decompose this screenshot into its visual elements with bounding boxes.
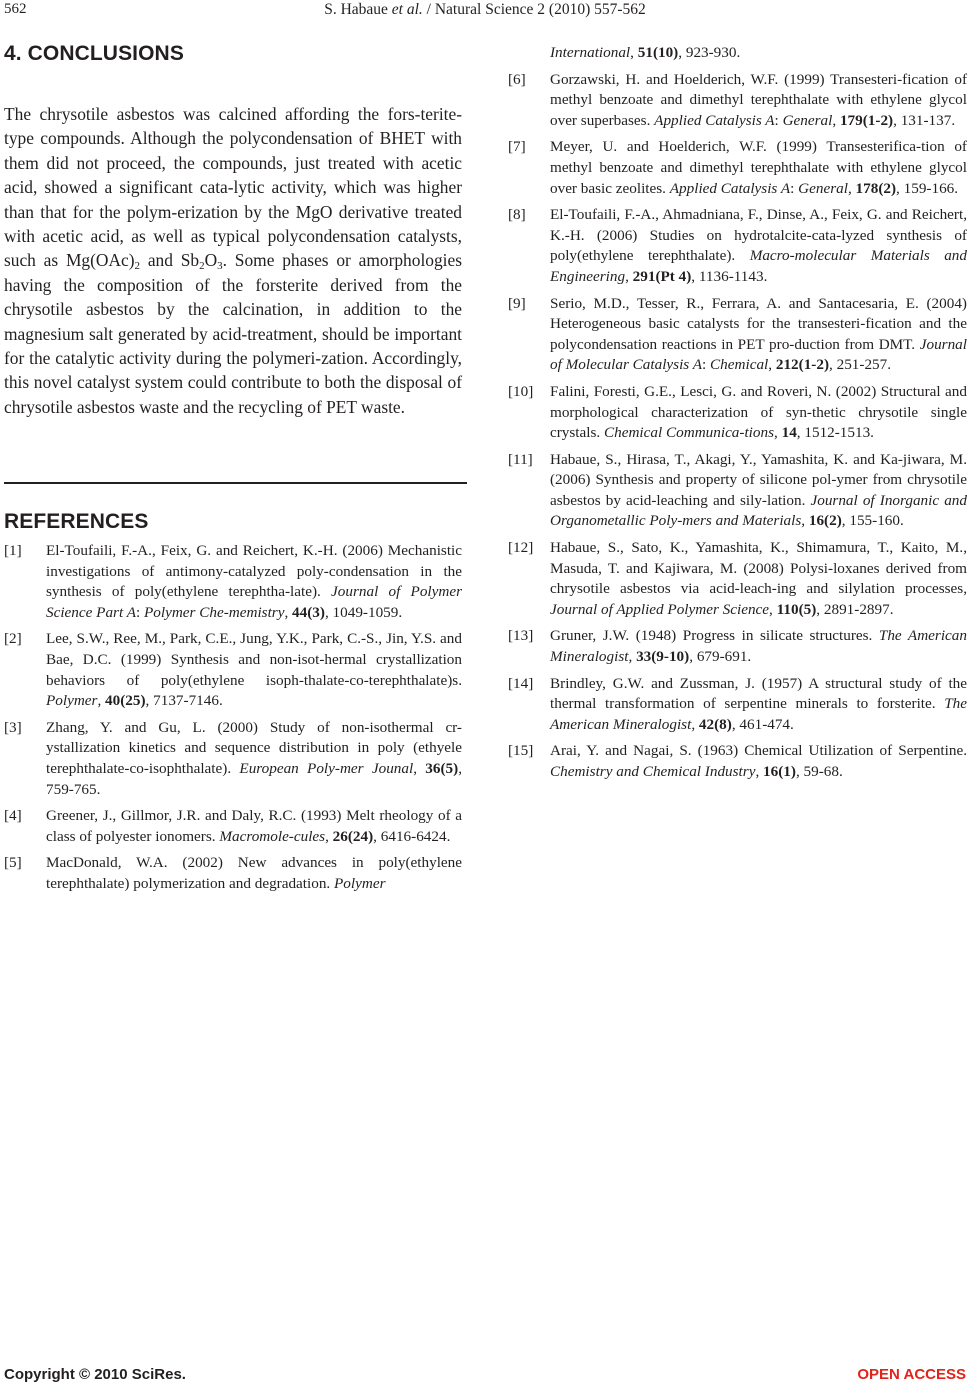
left-column <box>4 42 462 419</box>
reference-text: Habaue, S., Hirasa, T., Akagi, Y., Yamashita, K. and Ka-jiwara, M. (2006) Synthesis and property of silicone pol-ymer from chrysotile asbestos by acid-leaching and sily-lation. <box>550 450 967 509</box>
running-head-authors: S. Habaue <box>324 1 392 18</box>
reference-separator: : <box>790 179 799 197</box>
references-heading: REFERENCES <box>4 510 149 533</box>
reference-number: [12] <box>508 539 534 557</box>
reference-number: [1] <box>4 542 22 559</box>
reference-journal-section: General <box>798 179 848 197</box>
reference-pages: , 1136-1143. <box>691 267 768 285</box>
reference-journal-section: Chemical <box>710 356 769 374</box>
reference-text: El-Toufaili, F.-A., Ahmadniana, F., Dinse, A., Feix, G. and Reichert, K.-H. (2006) Studies on hydrotalcite-cata-lyzed synthesis of poly(ethylene terephthalate). <box>550 206 967 265</box>
reference-number: [5] <box>4 854 22 872</box>
reference-journal: Polymer <box>46 692 98 710</box>
reference-text: Habaue, S., Sato, K., Yamashita, K., Shimamura, T., Kaito, M., Masuda, T. and Kajiwara, M. (2008) Polysi-loxanes derived from chrysotile asbestos via acid-leach-ing and silylation processes, <box>550 539 967 598</box>
reference-pages: , 59-68. <box>795 763 843 780</box>
subscript: 2 <box>199 260 205 273</box>
running-head <box>0 1 970 19</box>
reference-number: [2] <box>4 630 22 648</box>
footer-open-access: OPEN ACCESS <box>857 1366 966 1383</box>
reference-pages: , 131-137. <box>893 111 956 129</box>
reference-journal: Journal of Applied Polymer Science <box>550 600 770 618</box>
reference-item <box>508 137 967 199</box>
reference-pages: , 923-930. <box>678 44 741 61</box>
reference-separator: , <box>325 827 333 845</box>
conclusions-text-3: O <box>204 250 218 271</box>
reference-journal: Macromole-cules <box>219 827 326 845</box>
subscript: 2 <box>134 260 141 273</box>
reference-pages: , 1512-1513. <box>796 424 874 442</box>
reference-journal-section: Polymer Che-memistry <box>144 603 285 621</box>
reference-number: [4] <box>4 807 22 825</box>
reference-pages: , 679-691. <box>689 648 752 666</box>
reference-volume: 110(5) <box>776 600 817 618</box>
reference-separator: , <box>769 600 777 618</box>
reference-pages: , 461-474. <box>731 715 794 733</box>
reference-journal: Journal of Polymer Science Part A <box>46 583 462 621</box>
reference-separator: : <box>135 603 144 621</box>
subscript: 3 <box>217 260 223 273</box>
reference-continuation <box>508 43 967 64</box>
reference-journal: Applied Catalysis A <box>669 179 791 197</box>
reference-item <box>4 806 462 847</box>
reference-volume: 36(5) <box>425 759 459 777</box>
reference-item <box>508 70 967 132</box>
reference-journal: Polymer <box>334 874 386 892</box>
reference-pages: , 759-765. <box>46 759 462 798</box>
footer-copyright: Copyright © 2010 SciRes. <box>4 1366 186 1383</box>
reference-separator: , <box>768 356 776 374</box>
reference-separator: , <box>832 111 840 129</box>
reference-number: [8] <box>508 206 526 224</box>
reference-separator: , <box>97 692 106 710</box>
reference-item <box>508 626 967 667</box>
references-list-left <box>4 541 462 901</box>
reference-separator: , <box>413 759 426 777</box>
references-list-right <box>508 43 967 789</box>
reference-pages: , 159-166. <box>896 179 959 197</box>
reference-text: Zhang, Y. and Gu, L. (2000) Study of non-isothermal cr-ystallization kinetics and sequence distribution in poly (ethyele terephthalate-co-isophthalate). <box>46 718 462 777</box>
reference-volume: 179(1-2) <box>839 111 894 129</box>
reference-journal: The American Mineralogist, <box>550 627 967 666</box>
reference-number: [6] <box>508 70 526 88</box>
reference-journal: Macro-molecular Materials and Engineering <box>550 247 967 285</box>
reference-volume: 44(3) <box>292 603 325 621</box>
reference-text: Falini, Foresti, G.E., Lesci, G. and Roveri, N. (2002) Structural and morphological characterization of syn-thetic chrysotile single crystals. <box>550 382 967 442</box>
reference-journal: Journal of Molecular Catalysis A <box>550 335 967 374</box>
reference-volume: 51(10) <box>637 44 679 61</box>
reference-separator: : <box>702 356 711 374</box>
reference-number: [9] <box>508 294 526 312</box>
reference-volume: 33(9-10) <box>636 648 690 666</box>
reference-volume: 40(25) <box>105 692 146 710</box>
reference-separator: , <box>774 424 782 442</box>
reference-volume: 291(Pt 4) <box>632 267 692 285</box>
reference-item <box>508 741 967 782</box>
reference-text: Lee, S.W., Ree, M., Park, C.E., Jung, Y.K., Park, C.-S., Jin, Y.S. and Bae, D.C. (1999) Synthesis and non-isot-hermal crystallization behaviors of poly(ethylene isoph-thalate-co-terephthalate)s. <box>46 630 462 689</box>
reference-separator: , <box>625 267 633 285</box>
reference-journal: International <box>550 44 631 61</box>
reference-journal: Journal of Inorganic and Organometallic Poly-mers and Materials <box>550 491 967 530</box>
reference-pages: , 6416-6424. <box>373 827 451 845</box>
reference-text: Brindley, G.W. and Zussman, J. (1957) A structural study of the thermal transformation of serpentine minerals to forsterite. <box>550 674 967 713</box>
section-divider <box>4 482 467 484</box>
reference-number: [11] <box>508 450 533 468</box>
reference-pages: , 155-160. <box>841 512 904 530</box>
reference-journal: Chemistry and Chemical Industry <box>550 763 756 780</box>
reference-separator: , <box>691 715 699 733</box>
running-head-journal: / Natural Science 2 (2010) 557-562 <box>422 1 646 18</box>
reference-text: Greener, J., Gillmor, J.R. and Daly, R.C. (1993) Melt rheology of a class of polyester ionomers. <box>46 807 462 845</box>
reference-item <box>508 450 967 532</box>
reference-journal: European Poly-mer Jounal <box>239 759 414 777</box>
reference-separator: , <box>847 179 856 197</box>
reference-text: Gorzawski, H. and Hoelderich, W.F. (1999) Transesteri-fication of methyl benzoate and dimethyl terephthalate with ethylene glycol over superbases. <box>550 70 967 129</box>
conclusions-heading: 4. CONCLUSIONS <box>4 42 184 65</box>
reference-item <box>4 853 462 894</box>
reference-journal: Chemical Communica-tions <box>604 424 774 442</box>
reference-item <box>4 541 462 623</box>
reference-volume: 16(2) <box>808 512 842 530</box>
reference-item <box>508 205 967 287</box>
reference-number: [7] <box>508 138 526 156</box>
page-number: 562 <box>4 1 27 17</box>
reference-item <box>4 718 462 800</box>
conclusions-text-2: and Sb <box>140 250 200 271</box>
reference-item <box>4 629 462 711</box>
reference-separator: , <box>630 44 638 61</box>
reference-separator: : <box>774 111 783 129</box>
reference-number: [10] <box>508 382 534 400</box>
reference-pages: , 2891-2897. <box>816 600 894 618</box>
running-head-et-al: et al. <box>391 1 423 18</box>
conclusions-paragraph <box>4 102 462 419</box>
reference-text: Gruner, J.W. (1948) Progress in silicate structures. <box>550 627 879 645</box>
reference-volume: 14 <box>781 424 797 442</box>
reference-separator: , <box>755 763 764 780</box>
reference-separator: , <box>284 603 293 621</box>
reference-volume: 16(1) <box>763 763 796 780</box>
reference-pages: , 251-257. <box>829 356 892 374</box>
reference-volume: 212(1-2) <box>775 356 830 374</box>
reference-item <box>508 674 967 736</box>
conclusions-text-1: The chrysotile asbestos was calcined affording the fors-terite-type compounds. Although the polycondensation of BHET with them did not proceed, the compounds, just treated with acetic acid, showed a significant cata-lytic activity, which was higher than that for the polym-erization by the MgO derivative treated with acetic acid, as well as typical polycondensation catalysts, such as Mg(OAc) <box>4 104 462 271</box>
conclusions-text-4: . Some phases or amorphologies having the composition of the forsterite derived from the chrysotile asbestos by the calcination, in addition to the magnesium salt generated by acid-treatment, should be important for the catalytic activity during the polymeri-zation. Accordingly, this novel catalyst system could contribute to both the disposal of chrysotile asbestos waste and the recycling of PET waste. <box>4 250 462 417</box>
reference-item <box>508 294 967 376</box>
reference-journal: Applied Catalysis A <box>654 111 775 129</box>
reference-volume: 42(8) <box>698 715 732 733</box>
reference-text: El-Toufaili, F.-A., Feix, G. and Reichert, K.-H. (2006) Mechanistic investigations of antimony-catalyzed poly-condensation in the synthesis of poly(ethylene terephtha-late). <box>46 542 462 601</box>
reference-text: MacDonald, W.A. (2002) New advances in poly(ethylene terephthalate) polymerization and degradation. <box>46 854 462 892</box>
reference-volume: 178(2) <box>855 179 897 197</box>
reference-text: Serio, M.D., Tesser, R., Ferrara, A. and Santacesaria, E. (2004) Heterogeneous basic catalysts for the transesteri-fication and the polycondensation reactions in PET pro-duction from DMT. <box>550 294 967 353</box>
reference-item <box>508 538 967 620</box>
reference-text: Meyer, U. and Hoelderich, W.F. (1999) Transesterifica-tion of methyl benzoate and dimethyl terephthalate with ethylene glycol over basic zeolites. <box>550 138 967 197</box>
reference-number: [3] <box>4 718 22 736</box>
reference-volume: 26(24) <box>332 827 374 845</box>
reference-number: [15] <box>508 742 534 760</box>
reference-text: Arai, Y. and Nagai, S. (1963) Chemical Utilization of Serpentine. <box>550 742 967 760</box>
reference-pages: , 1049-1059. <box>324 603 403 621</box>
reference-item <box>508 382 967 444</box>
reference-number: [14] <box>508 674 534 692</box>
reference-journal-section: General <box>782 111 833 129</box>
reference-journal: The American Mineralogist <box>550 695 967 733</box>
reference-pages: , 7137-7146. <box>145 692 223 710</box>
reference-number: [13] <box>508 627 534 645</box>
reference-separator: , <box>801 512 809 530</box>
